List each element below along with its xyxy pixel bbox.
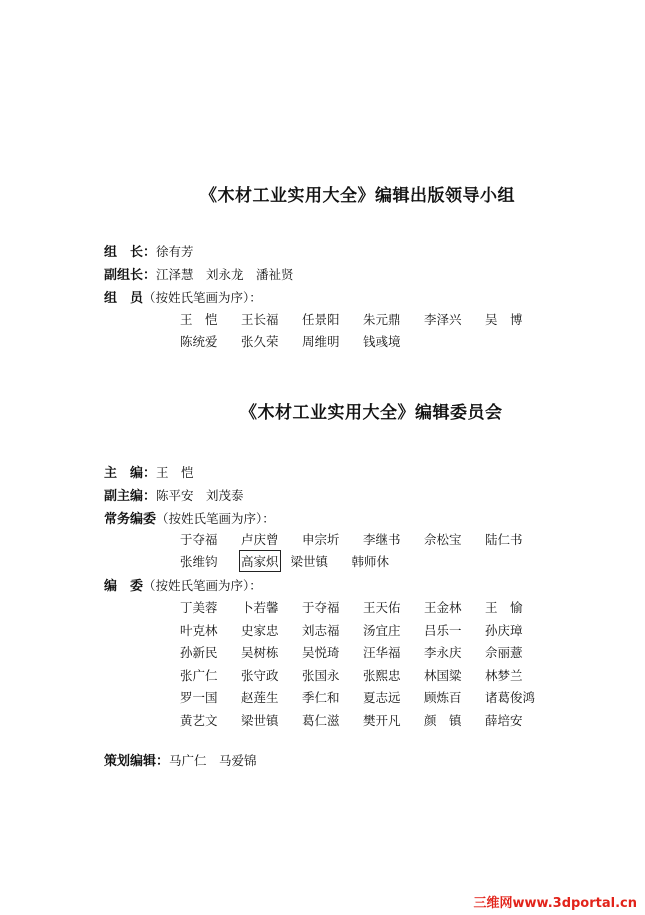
member-name: 吴 博 [485, 312, 523, 327]
member-name: 朱元鼎 [363, 312, 401, 327]
editor-name: 罗一国 [180, 690, 218, 705]
vice-leader-names: 江泽慧 刘永龙 潘祉贤 [156, 267, 294, 282]
member-name: 陈统爱 [180, 334, 218, 349]
chief-editor-label: 主 编： [104, 466, 157, 481]
standing-row-1 [180, 530, 546, 548]
editor-name: 王 愉 [485, 600, 523, 615]
editor-name: 樊开凡 [363, 712, 401, 728]
leader-line [104, 241, 194, 260]
standing-editor-name: 陆仁书 [485, 532, 523, 547]
editor-name: 吕乐一 [424, 622, 462, 638]
member-name: 王 恺 [180, 312, 218, 327]
standing-row-2 [180, 552, 413, 570]
member-name: 张久荣 [241, 334, 279, 349]
editor-name: 林梦兰 [485, 667, 523, 683]
editor-name: 梁世镇 [241, 712, 279, 728]
members-row-1 [180, 310, 546, 328]
editor-name: 汤宜庄 [363, 622, 401, 638]
member-name: 王长福 [241, 312, 279, 327]
editor-name: 孙庆璋 [485, 622, 523, 638]
leader-label: 组 长： [104, 245, 157, 260]
standing-editors-note: （按姓氏笔画为序）： [156, 511, 275, 526]
editor-name: 薛培安 [485, 712, 523, 728]
editor-name: 孙新民 [180, 645, 218, 660]
standing-editor-name-boxed: 高家炽 [241, 554, 279, 569]
editor-name: 卜若馨 [241, 600, 279, 615]
standing-editor-name: 佘松宝 [424, 532, 462, 547]
standing-editor-name: 卢庆曾 [241, 532, 279, 547]
editors-note: （按姓氏笔画为序）： [143, 578, 262, 593]
editors-row [180, 711, 546, 734]
chief-editor-name: 王 恺 [156, 465, 194, 480]
editor-name: 王天佑 [363, 600, 401, 615]
members-line [104, 287, 262, 306]
members-row-2 [180, 332, 424, 350]
standing-editor-name: 李继书 [363, 532, 401, 547]
editor-name: 佘丽薏 [485, 645, 523, 660]
standing-editor-name: 梁世镇 [290, 554, 329, 569]
editor-name: 李永庆 [424, 645, 462, 660]
planner-line [104, 750, 257, 769]
vice-leader-line [104, 264, 294, 283]
vice-editor-label: 副主编： [104, 489, 157, 504]
editor-name: 于夺福 [302, 600, 340, 615]
editor-name: 吴悦琦 [302, 645, 340, 660]
editors-row [180, 643, 546, 666]
editor-name: 叶克林 [180, 622, 218, 638]
editor-name: 吴树栋 [241, 645, 279, 660]
editor-name: 赵莲生 [241, 690, 279, 705]
editor-name: 林国粱 [424, 667, 462, 683]
member-name: 李泽兴 [424, 312, 462, 327]
editor-name: 张广仁 [180, 667, 218, 683]
standing-editors-label: 常务编委 [104, 512, 157, 527]
editor-name: 汪华福 [363, 645, 401, 660]
editor-name: 诸葛俊鸿 [485, 690, 536, 705]
member-name: 任景阳 [302, 312, 340, 327]
standing-editor-name: 张维钧 [180, 554, 218, 569]
leader-name: 徐有芳 [156, 244, 194, 259]
editors-row [180, 621, 546, 644]
editor-name: 黄艺文 [180, 712, 218, 728]
chief-editor-line [104, 462, 194, 481]
editors-row [180, 598, 546, 621]
member-name: 周维明 [302, 334, 340, 349]
editors-row [180, 688, 546, 711]
editor-name: 刘志福 [302, 622, 340, 638]
editors-grid [180, 598, 546, 733]
editor-name: 张国永 [302, 667, 340, 683]
editor-name: 王金林 [424, 600, 462, 615]
editor-name: 季仁和 [302, 690, 340, 705]
editors-row [180, 666, 546, 689]
standing-editor-name: 申宗圻 [302, 532, 340, 547]
editor-name: 史家忠 [241, 622, 279, 638]
editor-name: 张守政 [241, 667, 279, 683]
standing-editor-name: 韩师休 [351, 554, 390, 569]
watermark: 三维网www.3dportal.cn [473, 896, 637, 911]
vice-editor-line [104, 485, 244, 504]
vice-editor-names: 陈平安 刘茂泰 [156, 488, 244, 503]
editor-name: 葛仁滋 [302, 712, 340, 728]
members-label: 组 员 [104, 291, 144, 306]
planner-label: 策划编辑： [104, 754, 170, 769]
editor-name: 顾炼百 [424, 690, 462, 705]
standing-editors-line [104, 508, 275, 527]
member-name: 钱彧境 [363, 334, 401, 349]
editors-line [104, 575, 262, 594]
editor-name: 夏志远 [363, 690, 401, 705]
standing-editor-name: 于夺福 [180, 532, 218, 547]
editors-label: 编 委 [104, 579, 144, 594]
planner-names: 马广仁 马爱锦 [169, 753, 257, 768]
editor-name: 张熙忠 [363, 667, 401, 683]
section2-title: 《木材工业实用大全》编辑委员会 [240, 403, 503, 423]
editor-name: 颜 镇 [424, 712, 462, 728]
section1-title: 《木材工业实用大全》编辑出版领导小组 [200, 186, 515, 206]
vice-leader-label: 副组长： [104, 268, 157, 283]
members-note: （按姓氏笔画为序）： [143, 290, 262, 305]
editor-name: 丁美蓉 [180, 600, 218, 615]
